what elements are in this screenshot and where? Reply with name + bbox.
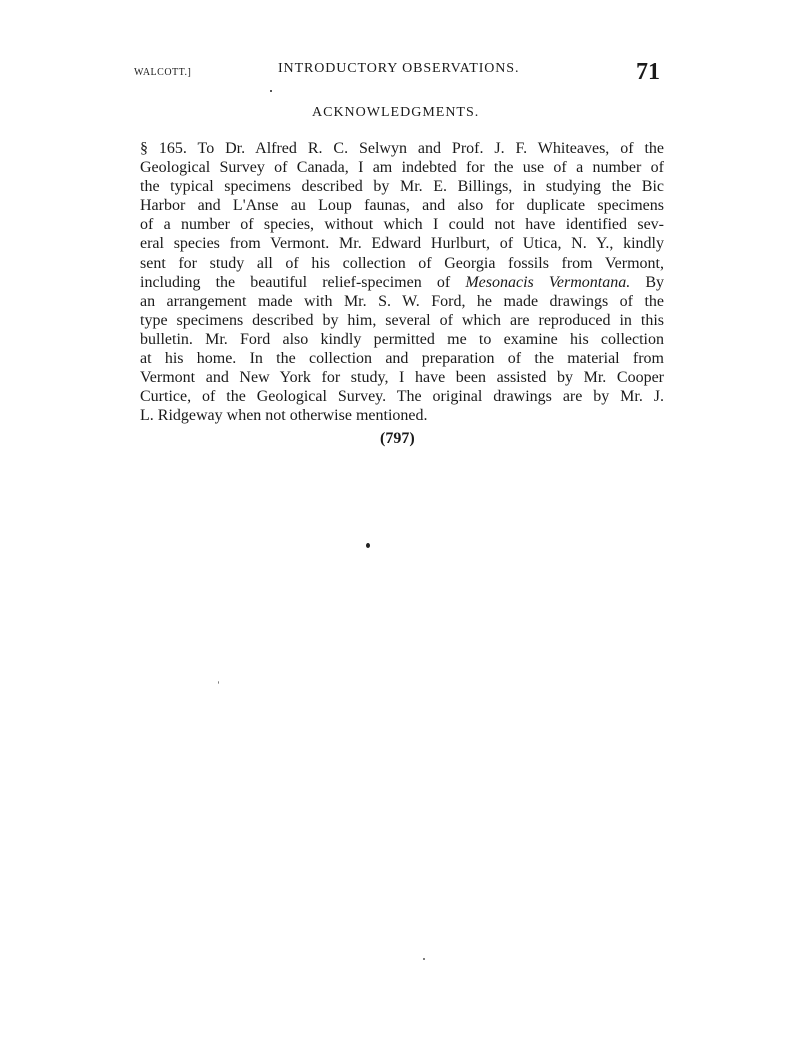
ink-speck <box>270 90 272 92</box>
paragraph-line: eral species from Vermont. Mr. Edward Hurlburt, of Utica, N. Y., kindly <box>140 235 664 253</box>
page-number-bottom: (797) <box>380 430 415 447</box>
paragraph-line: Harbor and L'Anse au Loup faunas, and also for duplicate specimens <box>140 197 664 215</box>
section-heading: ACKNOWLEDGMENTS. <box>312 105 480 120</box>
ink-speck <box>423 958 425 960</box>
paragraph-line: at his home. In the collection and preparation of the material from <box>140 350 664 368</box>
ink-speck <box>366 543 370 548</box>
paragraph-line: L. Ridgeway when not otherwise mentioned. <box>140 407 428 425</box>
paragraph-line: Curtice, of the Geological Survey. The original drawings are by Mr. J. <box>140 388 664 406</box>
page-number-top: 71 <box>636 59 660 85</box>
line-text: including the beautiful relief-specimen of <box>140 273 451 291</box>
ink-speck <box>218 681 219 684</box>
paragraph-line: an arrangement made with Mr. S. W. Ford, he made drawings of the <box>140 292 664 310</box>
running-head-author: WALCOTT.] <box>134 67 192 78</box>
paragraph-line: bulletin. Mr. Ford also kindly permitted me to examine his collection <box>140 330 664 348</box>
species-name-italic: Mesonacis Vermontana. <box>465 273 631 291</box>
line-text-end: By <box>645 273 664 291</box>
paragraph-line: of a number of species, without which I could not have identified sev- <box>140 216 664 234</box>
paragraph-line: Geological Survey of Canada, I am indebted for the use of a number of <box>140 159 664 177</box>
acknowledgments-paragraph <box>140 139 664 425</box>
paragraph-line: the typical specimens described by Mr. E. Billings, in studying the Bic <box>140 178 664 196</box>
paragraph-line: Vermont and New York for study, I have been assisted by Mr. Cooper <box>140 369 664 387</box>
paragraph-line: § 165. To Dr. Alfred R. C. Selwyn and Prof. J. F. Whiteaves, of the <box>140 140 664 157</box>
paragraph-line: type specimens described by him, several of which are reproduced in this <box>140 311 664 329</box>
paragraph-line: sent for study all of his collection of Georgia fossils from Vermont, <box>140 254 664 272</box>
running-head-title: INTRODUCTORY OBSERVATIONS. <box>278 61 520 76</box>
paragraph-line-with-italic <box>140 273 664 292</box>
